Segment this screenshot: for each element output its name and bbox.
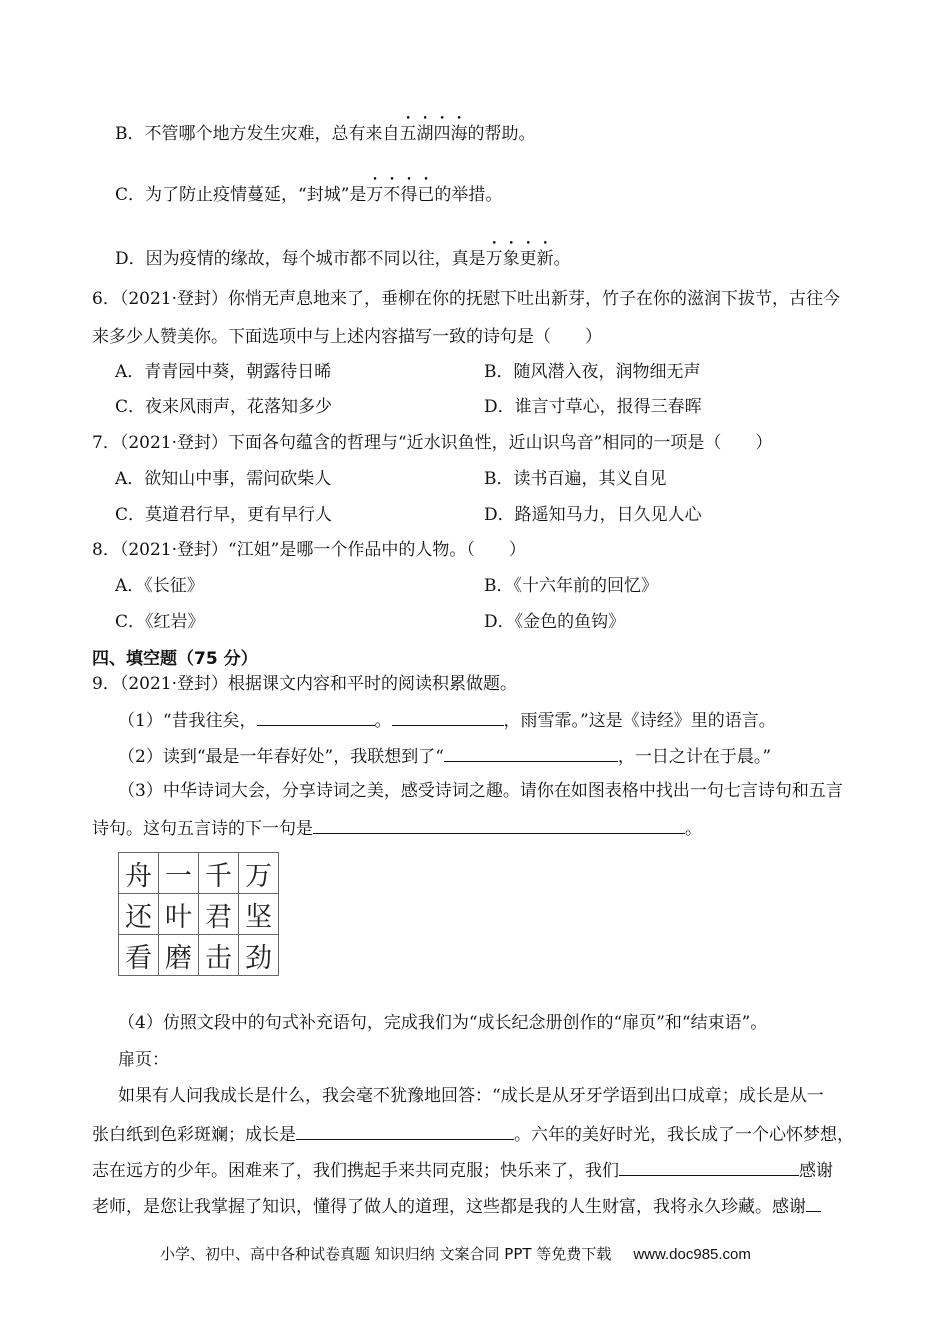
grid-cell: 看 (119, 935, 159, 976)
para2-end: 。六年的美好时光，我长成了一个心怀梦想， (514, 1125, 854, 1145)
q6-option-b: B．随风潜入夜，润物细无声 (484, 362, 701, 382)
q9-p3-text: 诗句。这句五言诗的下一句是 (92, 819, 313, 839)
grid-row (119, 935, 279, 976)
para3-end: 感谢 (799, 1161, 833, 1181)
q7-option-d: D．路遥知马力，日久见人心 (484, 505, 702, 525)
q7-option-c: C．莫道君行早，更有早行人 (115, 505, 333, 525)
q7-option-a: A．欲知山中事，需问砍柴人 (115, 469, 332, 489)
q9-p3-end: 。 (685, 819, 702, 839)
grid-cell: 舟 (119, 853, 159, 894)
q5-d-text: D．因为疫情的缘故，每个城市都不同以往，真是 (115, 249, 486, 269)
q9-p1-blank1[interactable] (257, 707, 375, 726)
para2-blank[interactable] (296, 1121, 514, 1140)
page-footer (160, 1243, 751, 1264)
grid-cell: 万 (239, 853, 279, 894)
q9-part4: （4）仿照文段中的句式补充语句，完成我们为“成长纪念册创作的“扉页”和“结束语”。 (118, 1013, 768, 1033)
q9-intro: 9．（2021·登封）根据课文内容和平时的阅读积累做题。 (92, 674, 517, 694)
grid-cell: 劲 (239, 935, 279, 976)
q9-p3-blank[interactable] (313, 815, 685, 834)
q5-option-c (115, 175, 502, 207)
feiye-label: 扉页： (118, 1050, 169, 1070)
q6-option-c: C．夜来风雨声，花落知多少 (115, 397, 333, 417)
q7-stem: 7．（2021·登封）下面各句蕴含的哲理与“近水识鱼性，近山识鸟音”相同的一项是（ ） (92, 433, 773, 453)
q5-option-b (115, 114, 536, 146)
q9-part3-line1: （3）中华诗词大会，分享诗词之美，感受诗词之趣。请你在如图表格中找出一句七言诗句和五言 (118, 781, 843, 801)
q9-p2-blank[interactable] (444, 743, 618, 762)
section-heading: 四、填空题（75 分） (92, 649, 258, 669)
q7-option-b: B．读书百遍，其义自见 (484, 469, 667, 489)
q9-p1-sep: 。 (374, 711, 392, 731)
feiye-para-line1: 如果有人问我成长是什么，我会毫不犹豫地回答：“成长是从牙牙学语到出口成章；成长是从一 (118, 1086, 824, 1106)
q5-b-dotted: 五湖四海 (399, 124, 468, 144)
feiye-para-line2 (92, 1121, 854, 1147)
q5-c-dotted: 万不得已 (366, 185, 435, 205)
grid-cell: 击 (199, 935, 239, 976)
q5-option-d (115, 239, 571, 271)
q5-c-end: 的举措。 (434, 185, 503, 205)
q5-c-text: C．为了防止疫情蔓延，“封城”是 (115, 185, 367, 205)
q8-option-d: D．《金色的鱼钩》 (484, 612, 626, 632)
feiye-para-line3 (92, 1157, 833, 1183)
grid-cell: 磨 (159, 935, 199, 976)
grid-cell: 一 (159, 853, 199, 894)
q9-p1-end: ，雨雪霏。”这是《诗经》里的语言。 (503, 711, 776, 731)
character-grid (118, 852, 279, 976)
para4-text: 老师，是您让我掌握了知识，懂得了做人的道理，这些都是我的人生财富，我将永久珍藏。感谢 (92, 1197, 806, 1217)
q8-option-a: A．《长征》 (115, 576, 204, 596)
q8-option-b: B．《十六年前的回忆》 (484, 576, 658, 596)
grid-cell: 千 (199, 853, 239, 894)
q8-option-c: C．《红岩》 (115, 612, 205, 632)
q5-d-end: 。 (553, 249, 571, 269)
para3-text: 志在远方的少年。困难来了，我们携起手来共同克服；快乐来了，我们 (92, 1161, 619, 1181)
q8-stem: 8．（2021·登封）“江姐”是哪一个作品中的人物。（ ） (92, 540, 526, 560)
grid-cell: 叶 (159, 894, 199, 935)
footer-text: 小学、初中、高中各种试卷真题 知识归纳 文案合同 PPT 等免费下载 (160, 1245, 612, 1263)
q9-part2 (118, 743, 771, 769)
q9-part1 (118, 707, 776, 733)
grid-row (119, 853, 279, 894)
q5-d-dotted: 万象更新 (485, 249, 554, 269)
q9-p1-text: （1）“昔我往矣， (118, 711, 257, 731)
q5-b-end: 的帮助。 (467, 124, 536, 144)
grid-cell: 坚 (239, 894, 279, 935)
q6-option-d: D．谁言寸草心，报得三春晖 (484, 397, 702, 417)
grid-cell: 君 (199, 894, 239, 935)
feiye-para-line4 (92, 1193, 821, 1219)
q6-stem-line1: 6．（2021·登封）你悄无声息地来了，垂柳在你的抚慰下吐出新芽，竹子在你的滋润下拔节，古往今 (92, 289, 840, 309)
para2-text: 张白纸到色彩斑斓；成长是 (92, 1125, 296, 1145)
grid-row (119, 894, 279, 935)
q6-option-a: A．青青园中葵，朝露待日晞 (115, 362, 332, 382)
para3-blank[interactable] (619, 1157, 799, 1176)
q9-part3-line2 (92, 815, 702, 841)
q6-stem-line2: 来多少人赞美你。下面选项中与上述内容描写一致的诗句是（ ） (92, 327, 602, 347)
para4-blank[interactable] (806, 1193, 821, 1212)
grid-cell: 还 (119, 894, 159, 935)
q5-b-text: B．不管哪个地方发生灾难，总有来自 (115, 124, 400, 144)
q9-p1-blank2[interactable] (392, 707, 504, 726)
q9-p2-text: （2）读到“最是一年春好处”，我联想到了“ (118, 747, 444, 767)
footer-url[interactable]: www.doc985.com (633, 1246, 751, 1263)
q9-p2-end: ，一日之计在于晨。” (617, 747, 772, 767)
